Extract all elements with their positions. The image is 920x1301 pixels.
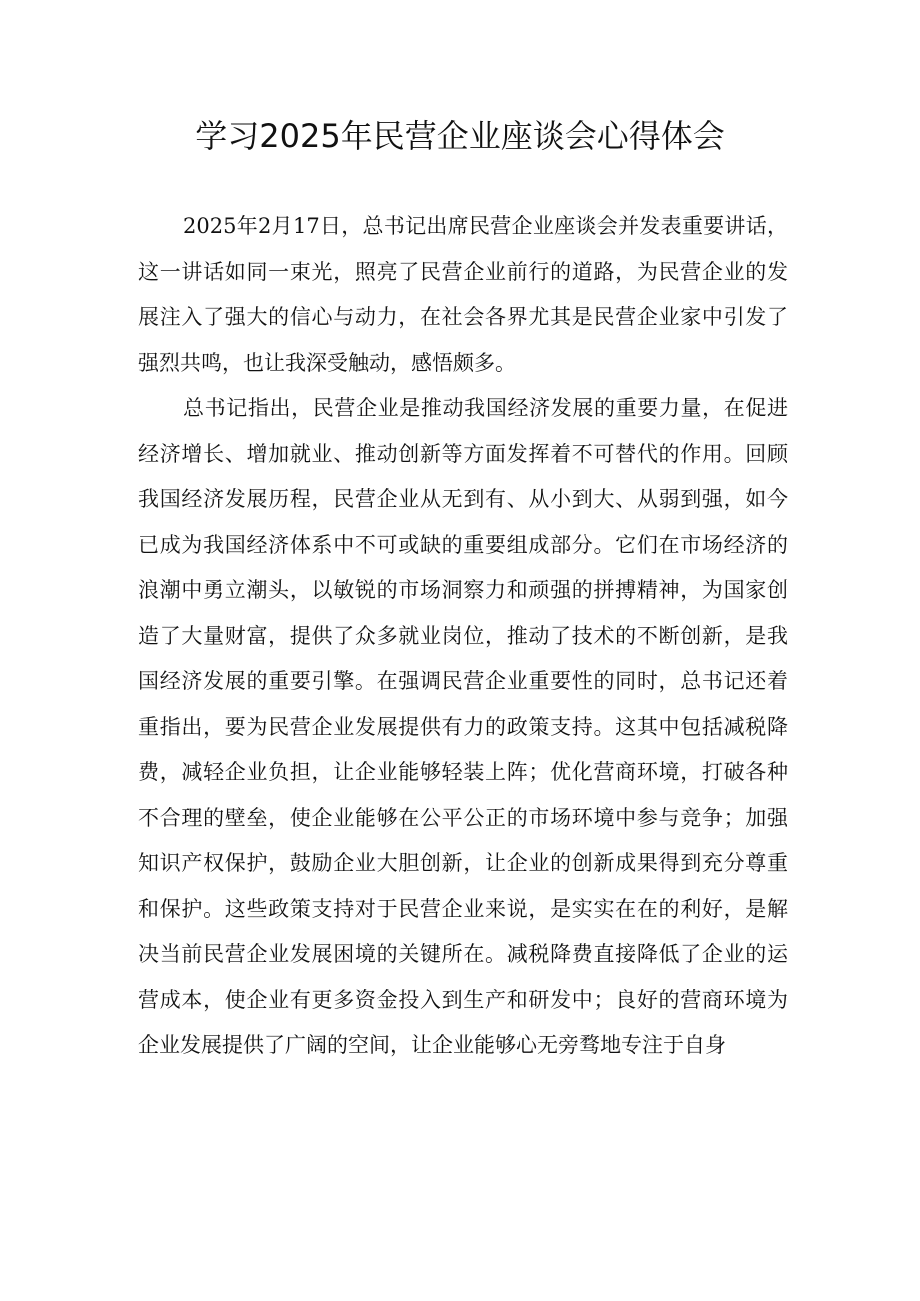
document-body bbox=[138, 204, 788, 1069]
paragraph-1: 2025年2月17日，总书记出席民营企业座谈会并发表重要讲话，这一讲话如同一束光，照亮了民营企业前行的道路，为民营企业的发展注入了强大的信心与动力，在社会各界尤其是民营企业家中引发了强烈共鸣，也让我深受触动，感悟颇多。 bbox=[138, 214, 788, 375]
document-title: 学习2025年民营企业座谈会心得体会 bbox=[195, 117, 725, 155]
paragraph-2: 总书记指出，民营企业是推动我国经济发展的重要力量，在促进经济增长、增加就业、推动创新等方面发挥着不可替代的作用。回顾我国经济发展历程，民营企业从无到有、从小到大、从弱到强，如今已成为我国经济体系中不可或缺的重要组成部分。它们在市场经济的浪潮中勇立潮头，以敏锐的市场洞察力和顽强的拼搏精神，为国家创造了大量财富，提供了众多就业岗位，推动了技术的不断创新，是我国经济发展的重要引擎。在强调民营企业重要性的同时，总书记还着重指出，要为民营企业发展提供有力的政策支持。这其中包括减税降费，减轻企业负担，让企业能够轻装上阵；优化营商环境，打破各种不合理的壁垒，使企业能够在公平公正的市场环境中参与竞争；加强知识产权保护，鼓励企业大胆创新，让企业的创新成果得到充分尊重和保护。这些政策支持对于民营企业来说，是实实在在的利好，是解决当前民营企业发展困境的关键所在。减税降费直接降低了企业的运营成本，使企业有更多资金投入到生产和研发中；良好的营商环境为企业发展提供了广阔的空间，让企业能够心无旁骛地专注于自身 bbox=[138, 396, 788, 1057]
